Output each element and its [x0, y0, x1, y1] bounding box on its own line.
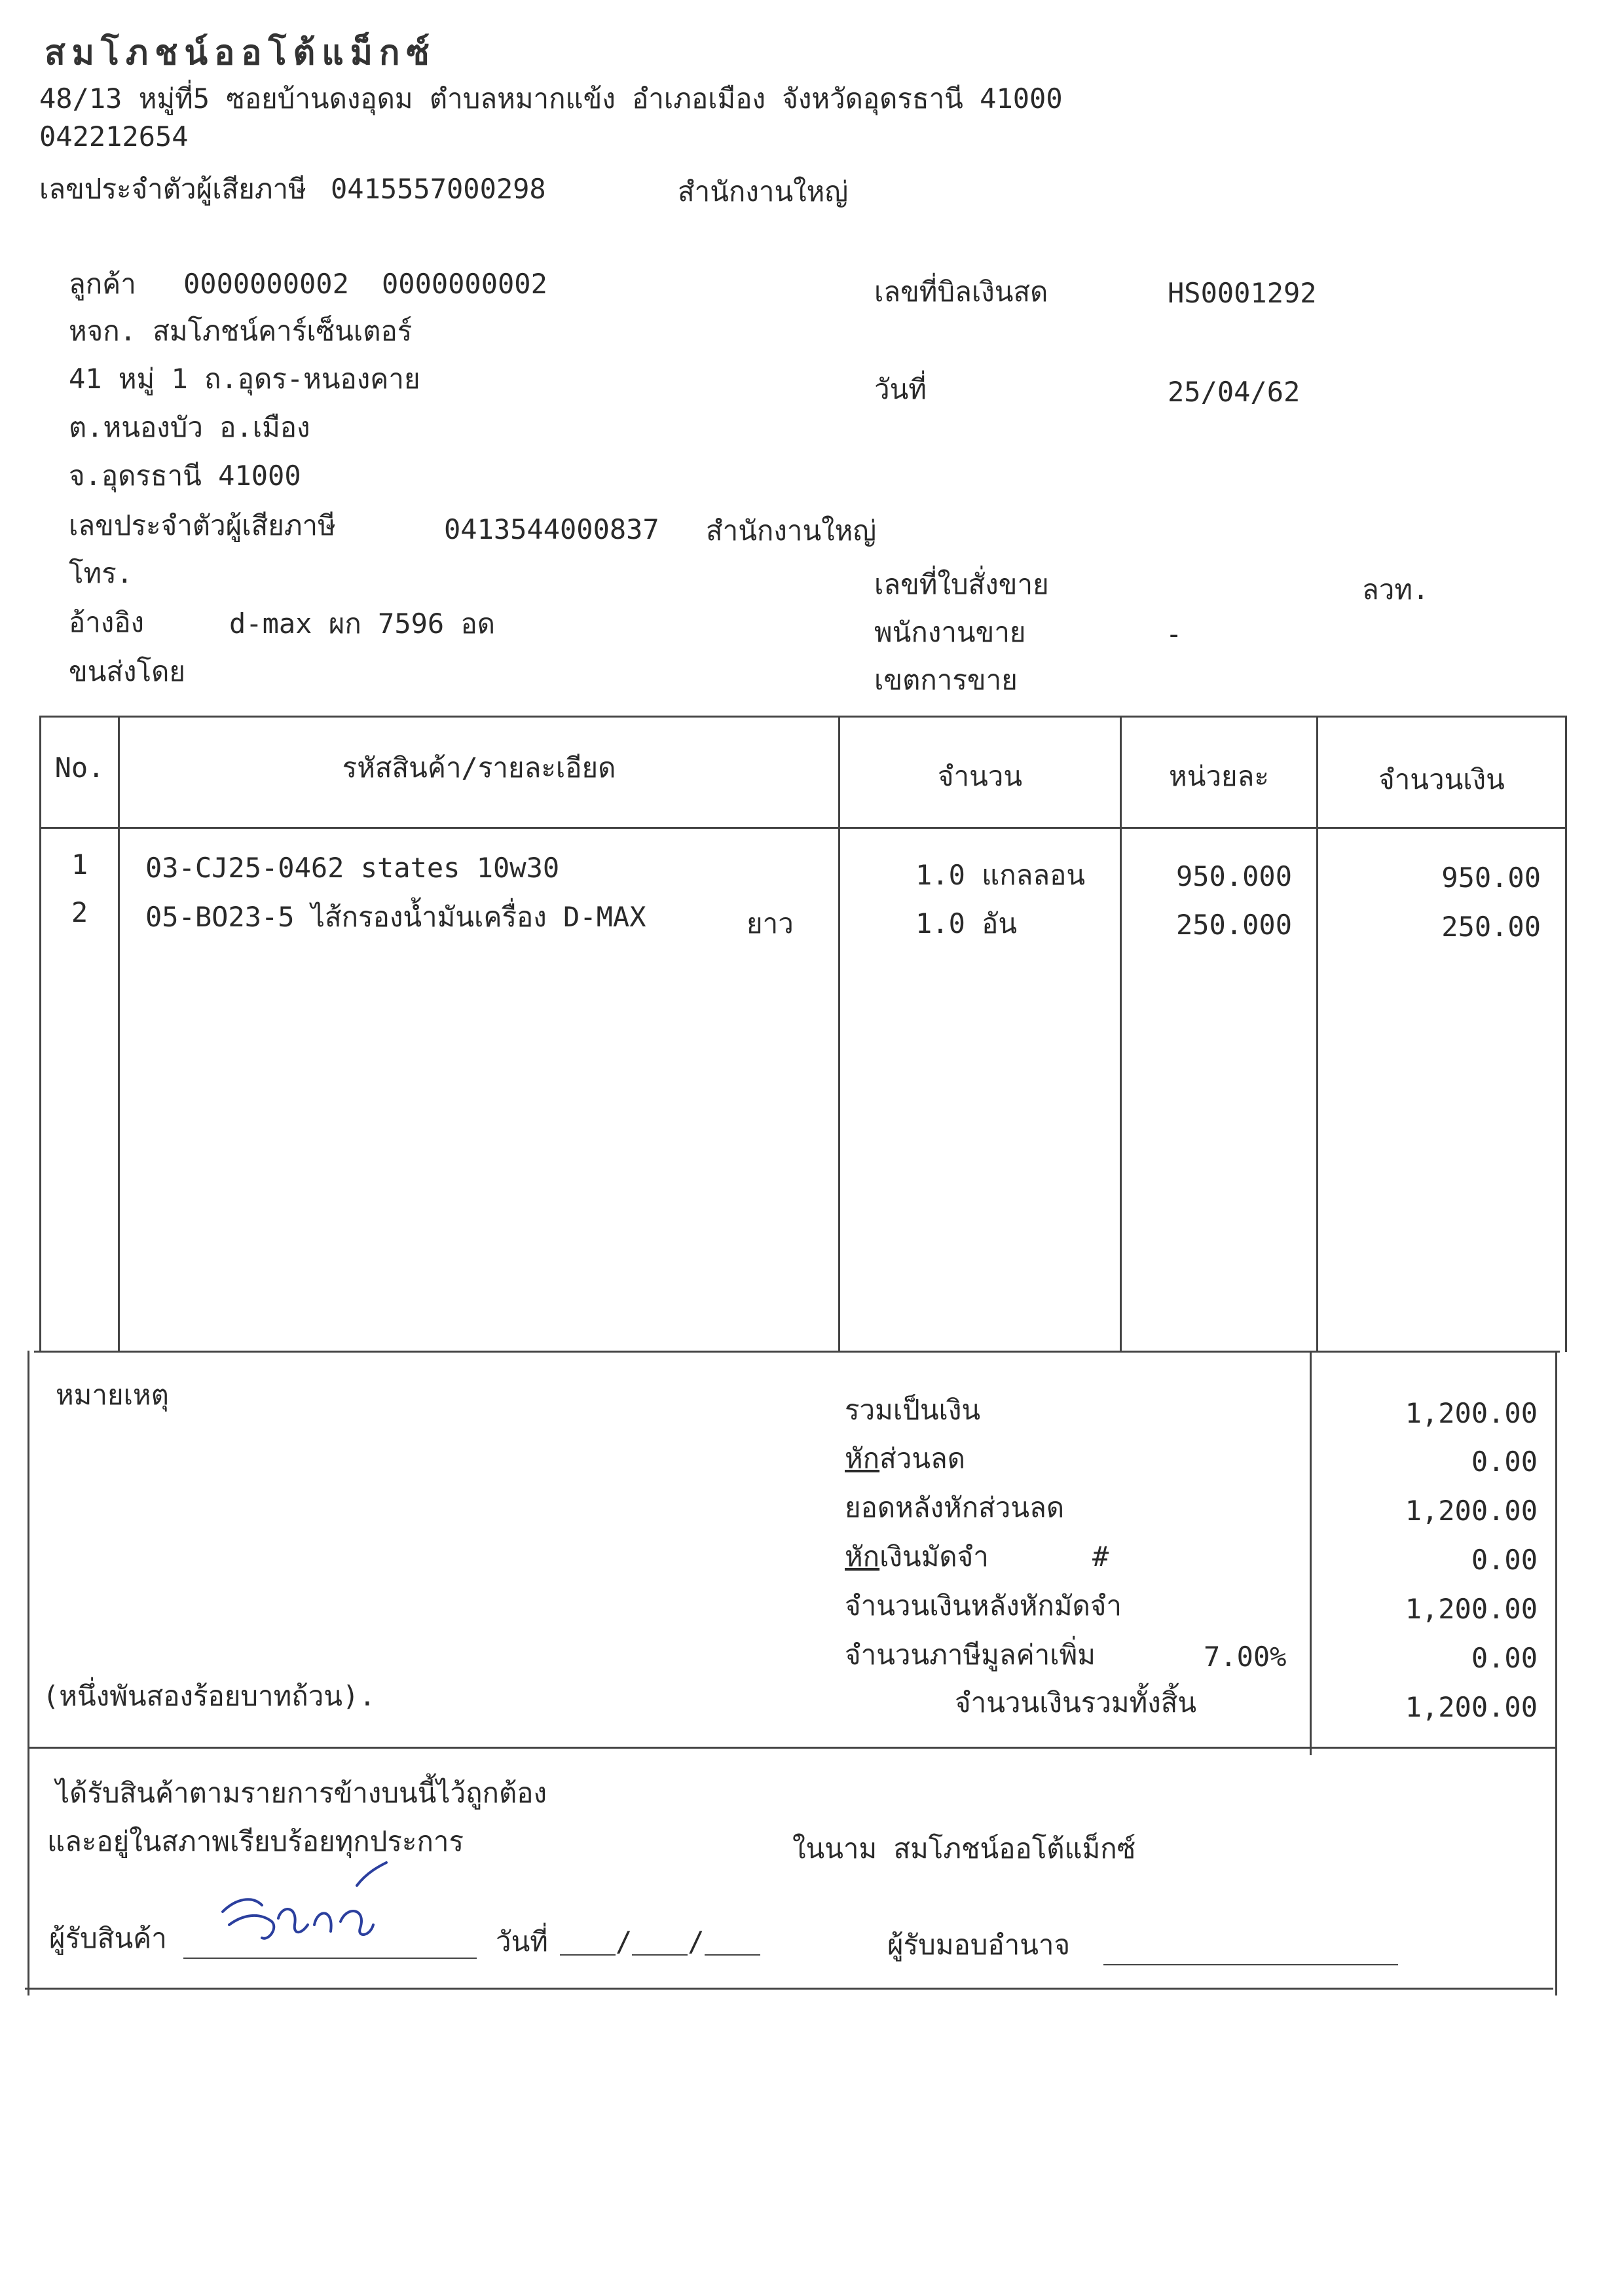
subtotal-value: 1,200.00 — [1405, 1397, 1538, 1429]
receive-date-field: / / — [560, 1928, 760, 1956]
customer-branch: สำนักงานใหญ่ — [706, 515, 877, 547]
row-description: 03-CJ25-0462 states 10w30 — [145, 852, 560, 884]
customer-ship-label: ขนส่งโดย — [69, 655, 186, 687]
authorized-label: ผู้รับมอบอำนาจ — [887, 1929, 1071, 1961]
row-unit-price: 950.000 — [1175, 860, 1292, 892]
salesperson-label: พนักงานขาย — [874, 616, 1026, 648]
company-taxid: 0415557000298 — [331, 173, 546, 205]
receiver-label: ผู้รับสินค้า — [49, 1922, 167, 1954]
remark-label: หมายเหตุ — [56, 1379, 169, 1411]
receiver-signature — [216, 1859, 413, 1964]
on-behalf-of: ในนาม สมโภชน์ออโต้แม็กซ์ — [792, 1832, 1136, 1865]
deposit-prefix: หัก — [845, 1540, 880, 1573]
amount-in-words: (หนึ่งพันสองร้อยบาทถ้วน). — [43, 1680, 376, 1712]
customer-address-line-3: จ.อุดรธานี 41000 — [69, 460, 301, 492]
company-address: 48/13 หมู่ที่5 ซอยบ้านดงอุดม ตำบลหมากแข้ง อำเภอเมือง จังหวัดอุดรธานี 41000 — [39, 82, 1063, 115]
receive-date-month — [632, 1928, 688, 1956]
deposit-label — [845, 1540, 989, 1573]
customer-taxid: 0413544000837 — [444, 513, 659, 545]
salesperson-value: - — [1166, 618, 1183, 650]
row-description: 05-BO23-5 ไส้กรองน้ำมันเครื่อง D-MAX — [145, 901, 646, 933]
row-description-extra: ยาว — [747, 907, 794, 939]
customer-ref-label: อ้างอิง — [69, 606, 145, 638]
subtotal-label: รวมเป็นเงิน — [845, 1394, 981, 1426]
customer-ref: d-max ผก 7596 อด — [229, 608, 495, 640]
bill-date: 25/04/62 — [1168, 376, 1301, 408]
company-taxid-label: เลขประจำตัวผู้เสียภาษี — [39, 173, 306, 205]
received-statement-line-2: และอยู่ในสภาพเรียบร้อยทุกประการ — [47, 1825, 464, 1857]
deposit-label-text: เงินมัดจำ — [879, 1540, 989, 1573]
customer-code-1: 0000000002 — [183, 268, 349, 300]
header-description: รหัสสินค้า/รายละเอียด — [342, 752, 616, 784]
after-deposit-label: จำนวนเงินหลังหักมัดจำ — [845, 1590, 1122, 1622]
grand-total-label: จำนวนเงินรวมทั้งสิ้น — [955, 1686, 1197, 1719]
vat-rate: 7.00% — [1204, 1641, 1287, 1673]
order-no-label: เลขที่ใบสั่งขาย — [874, 568, 1049, 600]
customer-code-2: 0000000002 — [382, 268, 547, 300]
bill-date-label: วันที่ — [874, 373, 927, 405]
authorized-signature-line — [1103, 1937, 1398, 1965]
row-no: 2 — [71, 896, 88, 928]
vat-value: 0.00 — [1471, 1642, 1538, 1674]
bill-no: HS0001292 — [1168, 277, 1317, 309]
receive-date-year — [705, 1928, 760, 1956]
customer-name: หจก. สมโภชน์คาร์เซ็นเตอร์ — [69, 315, 413, 347]
row-no: 1 — [71, 848, 88, 881]
deposit-value: 0.00 — [1471, 1544, 1538, 1576]
bill-no-label: เลขที่บิลเงินสด — [874, 276, 1048, 308]
header-no: No. — [54, 752, 105, 784]
discount-label — [845, 1442, 966, 1474]
header-quantity: จำนวน — [937, 760, 1023, 792]
deposit-hash: # — [1092, 1540, 1109, 1573]
header-amount: จำนวนเงิน — [1378, 763, 1505, 795]
vat-label: จำนวนภาษีมูลค่าเพิ่ม — [845, 1639, 1096, 1671]
customer-label: ลูกค้า — [69, 268, 136, 300]
header-unit-price: หน่วยละ — [1169, 760, 1269, 792]
discount-prefix: หัก — [845, 1442, 880, 1474]
discount-label-text: ส่วนลด — [879, 1442, 966, 1474]
received-statement-line-1: ได้รับสินค้าตามรายการข้างบนนี้ไว้ถูกต้อง — [56, 1777, 547, 1809]
company-phone: 042212654 — [39, 120, 189, 153]
order-no-value: ลวท. — [1362, 574, 1430, 606]
sales-area-label: เขตการขาย — [874, 664, 1018, 696]
customer-taxid-label: เลขประจำตัวผู้เสียภาษี — [69, 509, 336, 541]
after-discount-label: ยอดหลังหักส่วนลด — [845, 1491, 1065, 1523]
row-quantity: 1.0 อัน — [915, 907, 1018, 939]
customer-address-line-1: 41 หมู่ 1 ถ.อุดร-หนองคาย — [69, 363, 420, 395]
receive-date-day — [560, 1928, 616, 1956]
receive-date-label: วันที่ — [496, 1925, 548, 1958]
company-name: สมโภชน์ออโต้แม็กซ์ — [45, 33, 436, 73]
grand-total-value: 1,200.00 — [1405, 1691, 1538, 1723]
row-amount: 950.00 — [1441, 862, 1541, 894]
row-quantity: 1.0 แกลลอน — [915, 859, 1086, 891]
after-discount-value: 1,200.00 — [1405, 1495, 1538, 1527]
after-deposit-value: 1,200.00 — [1405, 1593, 1538, 1625]
discount-value: 0.00 — [1471, 1446, 1538, 1478]
customer-address-line-2: ต.หนองบัว อ.เมือง — [69, 411, 310, 443]
company-branch: สำนักงานใหญ่ — [678, 175, 849, 208]
row-unit-price: 250.000 — [1175, 909, 1292, 941]
customer-phone-label: โทร. — [69, 557, 134, 589]
row-amount: 250.00 — [1441, 911, 1541, 943]
